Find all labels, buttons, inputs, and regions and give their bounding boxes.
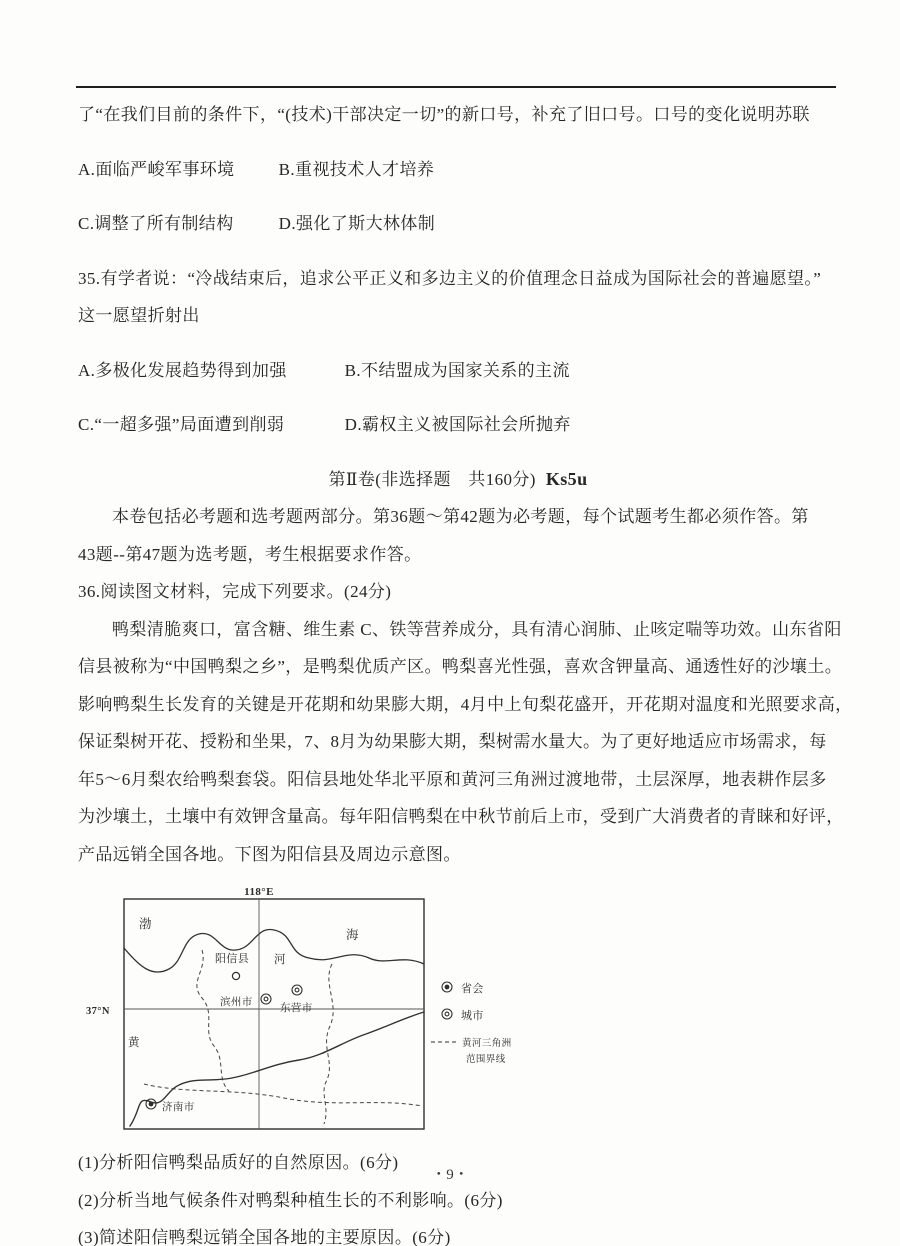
bohai-sea-label-left: 渤 [139,917,152,931]
q35-option-a: A.多极化发展趋势得到加强 [78,360,287,380]
yangxin-map-figure [84,886,838,1136]
legend-city-label: 城市 [461,1010,484,1022]
section2-note-line1: 本卷包括必考题和选考题两部分。第36题～第42题为必考题，每个试题考生都必须作答。第 [112,507,809,526]
dongying-city-label: 东营市 [280,1003,313,1014]
q34-stem: 了“在我们目前的条件下，“(技术)干部决定一切”的新口号，补充了旧口号。口号的变化说明苏联 [78,105,810,124]
bohai-sea-label-right: 海 [346,928,359,942]
legend-city-icon [442,1009,452,1019]
q34-options-row-1 [78,151,838,189]
map-frame [124,899,424,1129]
legend-delta-label-2: 范围界线 [466,1055,506,1065]
boundary-dashed-west [197,950,229,1091]
section2-title: 第Ⅱ卷(非选择题 共160分) [328,469,536,489]
q36-passage-line-3: 影响鸭梨生长发育的关键是开花期和幼果膨大期，4月中上旬梨花盛开，开花期对温度和光照要求高， [78,694,853,714]
section2-note-line2: 43题--第47题为选考题，考生根据要求作答。 [78,544,422,564]
boundary-dashed-east [324,964,333,1124]
section2-title-row [78,461,838,499]
q36-subquestion-1: (1)分析阳信鸭梨品质好的自然原因。(6分) [78,1153,399,1172]
longitude-label: 118°E [244,886,274,898]
q36-passage-line-4: 保证梨树开花、授粉和坐果，7、8月为幼果膨大期，梨树需水量大。为了更好地适应市场需求，每 [78,732,827,751]
yangxin-map [84,886,539,1136]
q36-passage-line-1: 鸭梨清脆爽口，富含糖、维生素 C、铁等营养成分，具有清心润肺、止咳定喘等功效。山东省阳 [112,619,842,639]
q34-option-a: A.面临严峻军事环境 [78,159,235,179]
q36-heading: 36.阅读图文材料，完成下列要求。(24分) [78,582,392,601]
q35-options-row-2 [78,406,838,444]
jinan-capital-icon [146,1099,156,1109]
legend-capital-icon [442,982,452,992]
q35-option-c: C.“一超多强”局面遭到削弱 [78,415,285,434]
q36-passage-line-2: 信县被称为“中国鸭梨之乡”，是鸭梨优质产区。鸭梨喜光性强，喜欢含钾量高、通透性好的沙壤土。 [78,657,843,676]
ks5u-watermark: Ks5u [545,468,588,489]
jinan-capital-label: 济南市 [162,1102,195,1113]
yangxin-county-seat-icon [232,972,239,979]
binzhou-city-label: 滨州市 [220,997,253,1008]
q36-passage-line-6: 为沙壤土，土壤中有效钾含量高。每年阳信鸭梨在中秋节前后上市，受到广大消费者的青睐和好评， [78,807,844,826]
q34-option-c: C.调整了所有制结构 [78,214,234,233]
page-number: ・9・ [431,1167,469,1183]
page-content [0,88,900,1246]
legend-delta-label-1: 黄河三角洲 [462,1039,512,1049]
q35-stem: 35.有学者说：“冷战结束后，追求公平正义和多边主义的价值理念日益成为国际社会的普遍愿望。” [78,268,822,288]
river-char-label: 河 [274,954,286,966]
q35-option-d: D.霸权主义被国际社会所抛弃 [344,415,571,434]
q35-stem-continued: 这一愿望折射出 [78,306,200,325]
q36-subquestion-3: (3)简述阳信鸭梨远销全国各地的主要原因。(6分) [78,1228,451,1246]
latitude-label: 37°N [86,1006,110,1017]
map-legend [431,981,512,1065]
q34-options-row-2 [78,205,838,243]
q36-subquestion-2: (2)分析当地气候条件对鸭梨种植生长的不利影响。(6分) [78,1190,503,1210]
binzhou-city-icon [261,994,271,1004]
yellow-river-label: 黄 [128,1037,140,1049]
yangxin-county-label: 阳信县 [215,953,250,965]
q36-passage-line-5: 年5～6月梨农给鸭梨套袋。阳信县地处华北平原和黄河三角洲过渡地带，土层深厚，地表耕作层多 [78,769,827,789]
legend-capital-label: 省会 [461,983,484,995]
q35-option-b: B.不结盟成为国家关系的主流 [344,360,570,380]
q35-options-row-1 [78,352,838,390]
dongying-city-icon [292,985,302,995]
q36-passage-line-7: 产品远销全国各地。下图为阳信县及周边示意图。 [78,844,461,864]
q34-option-b: B.重视技术人才培养 [278,159,435,179]
q34-option-d: D.强化了斯大林体制 [278,214,436,233]
